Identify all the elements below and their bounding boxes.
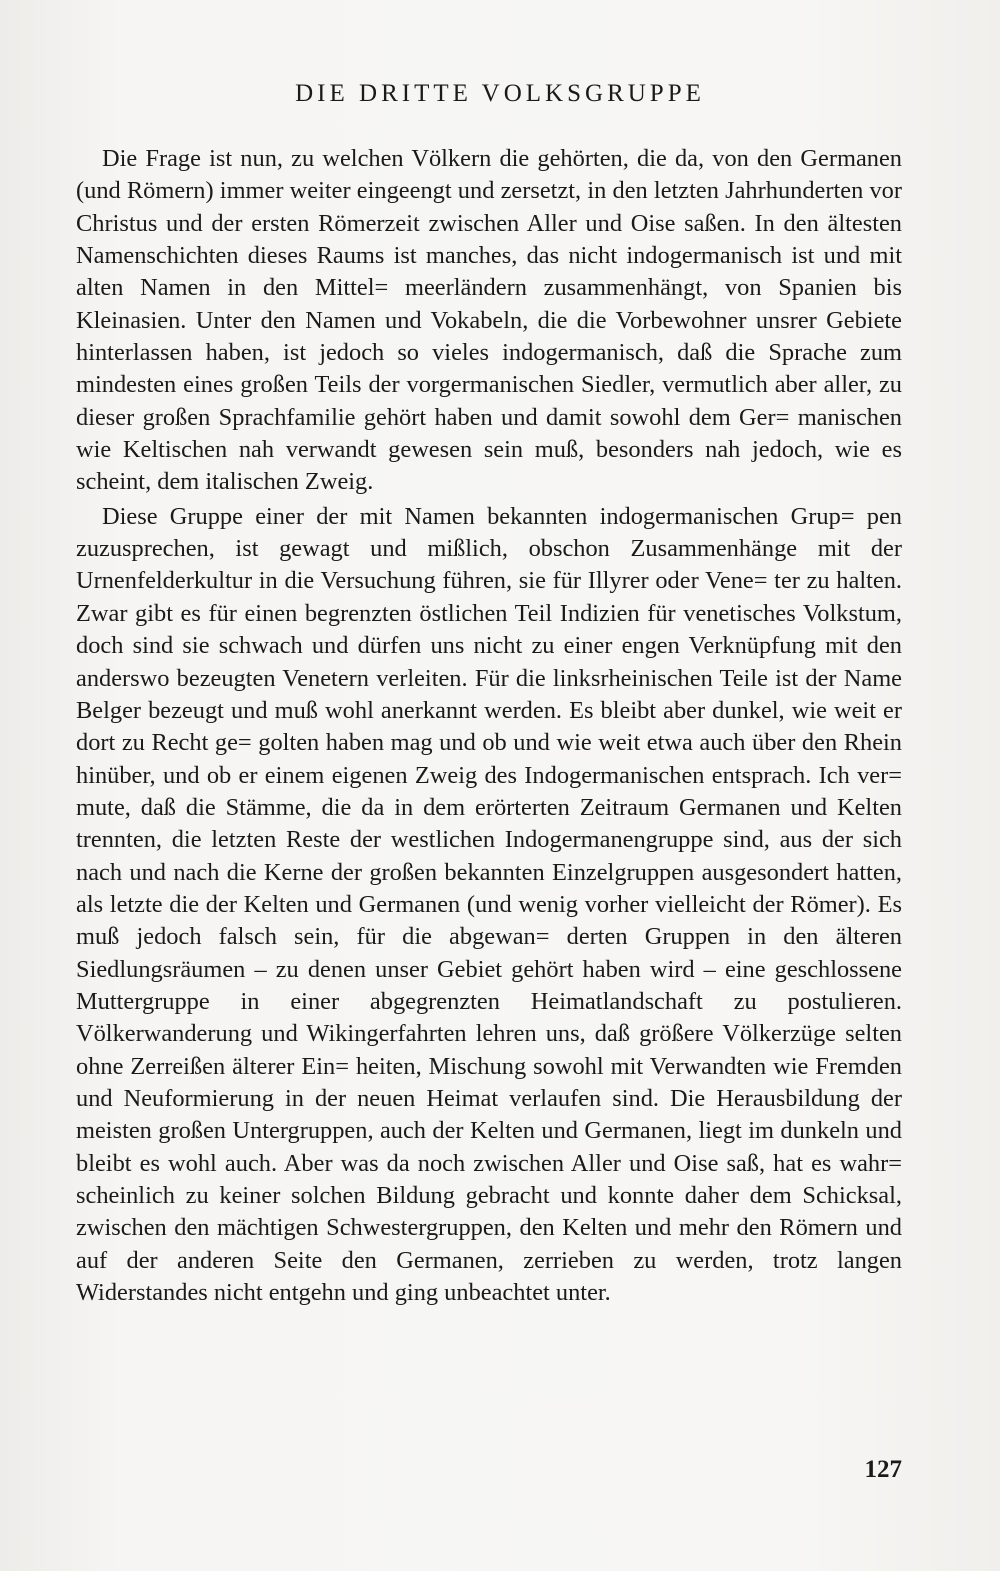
paragraph-2: Diese Gruppe einer der mit Namen bekannten indogermanischen Grup= pen zuzusprechen, ist gewagt und mißlich, obschon Zusammenhänge mit der Urnenfelderkultur in die Versuchung führen, sie für Illyrer oder Vene= ter zu halten. Zwar gibt es für einen begrenzten östlichen Teil Indizien für venetisches Volkstum, doch sind sie schwach und dürfen uns nicht zu einer engen Verknüpfung mit den anderswo bezeugten Venetern verleiten. Für die linksrheinischen Teile ist der Name Belger bezeugt und muß wohl anerkannt werden. Es bleibt aber dunkel, wie weit er dort zu Recht ge= golten haben mag und ob und wie weit etwa auch über den Rhein hinüber, und ob er einem eigenen Zweig des Indogermanischen entsprach. Ich ver= mute, daß die Stämme, die da in dem erörterten Zeitraum Germanen und Kelten trennten, die letzten Reste der westlichen Indogermanengruppe sind, aus der sich nach und nach die Kerne der großen bekannten Einzelgruppen ausgesondert hatten, als letzte die der Kelten und Germanen (und wenig vorher vielleicht der Römer). Es muß jedoch falsch sein, für die abgewan= derten Gruppen in den älteren Siedlungsräumen – zu denen unser Gebiet gehört haben wird – eine geschlossene Muttergruppe in einer abgegrenzten Heimatlandschaft zu postulieren. Völkerwanderung und Wikingerfahrten lehren uns, daß größere Völkerzüge selten ohne Zerreißen älterer Ein= heiten, Mischung sowohl mit Verwandten wie Fremden und Neuformierung in der neuen Heimat verlaufen sind. Die Herausbildung der meisten großen Untergruppen, auch der Kelten und Germanen, liegt im dunkeln und bleibt es wohl auch. Aber was da noch zwischen Aller und Oise saß, hat es wahr= scheinlich zu keiner solchen Bildung gebracht und konnte daher dem Schicksal, zwischen den mächtigen Schwestergruppen, den Kelten und mehr den Römern und auf der anderen Seite den Germanen, zerrieben zu werden, trotz langen Widerstandes nicht entgehn und ging unbeachtet unter.	[76, 502, 902, 1307]
body-text	[76, 143, 902, 1309]
page-number: 127	[864, 1456, 902, 1483]
paragraph-1: Die Frage ist nun, zu welchen Völkern die gehörten, die da, von den Germanen (und Römern) immer weiter eingeengt und zersetzt, in den letzten Jahrhunderten vor Christus und der ersten Römerzeit zwischen Aller und Oise saßen. In den ältesten Namenschichten dieses Raums ist manches, das nicht indogermanisch ist und mit alten Namen in den Mittel= meerländern zusammenhängt, von Spanien bis Kleinasien. Unter den Namen und Vokabeln, die die Vorbewohner unsrer Gebiete hinterlassen haben, ist jedoch so vieles indogermanisch, daß die Sprache zum mindesten eines großen Teils der vorgermanischen Siedler, vermutlich aber aller, zu dieser großen Sprachfamilie gehört haben und damit sowohl dem Ger= manischen wie Keltischen nah verwandt gewesen sein muß, besonders nah jedoch, wie es scheint, dem italischen Zweig.	[76, 145, 902, 496]
running-head: DIE DRITTE VOLKSGRUPPE	[295, 80, 705, 107]
